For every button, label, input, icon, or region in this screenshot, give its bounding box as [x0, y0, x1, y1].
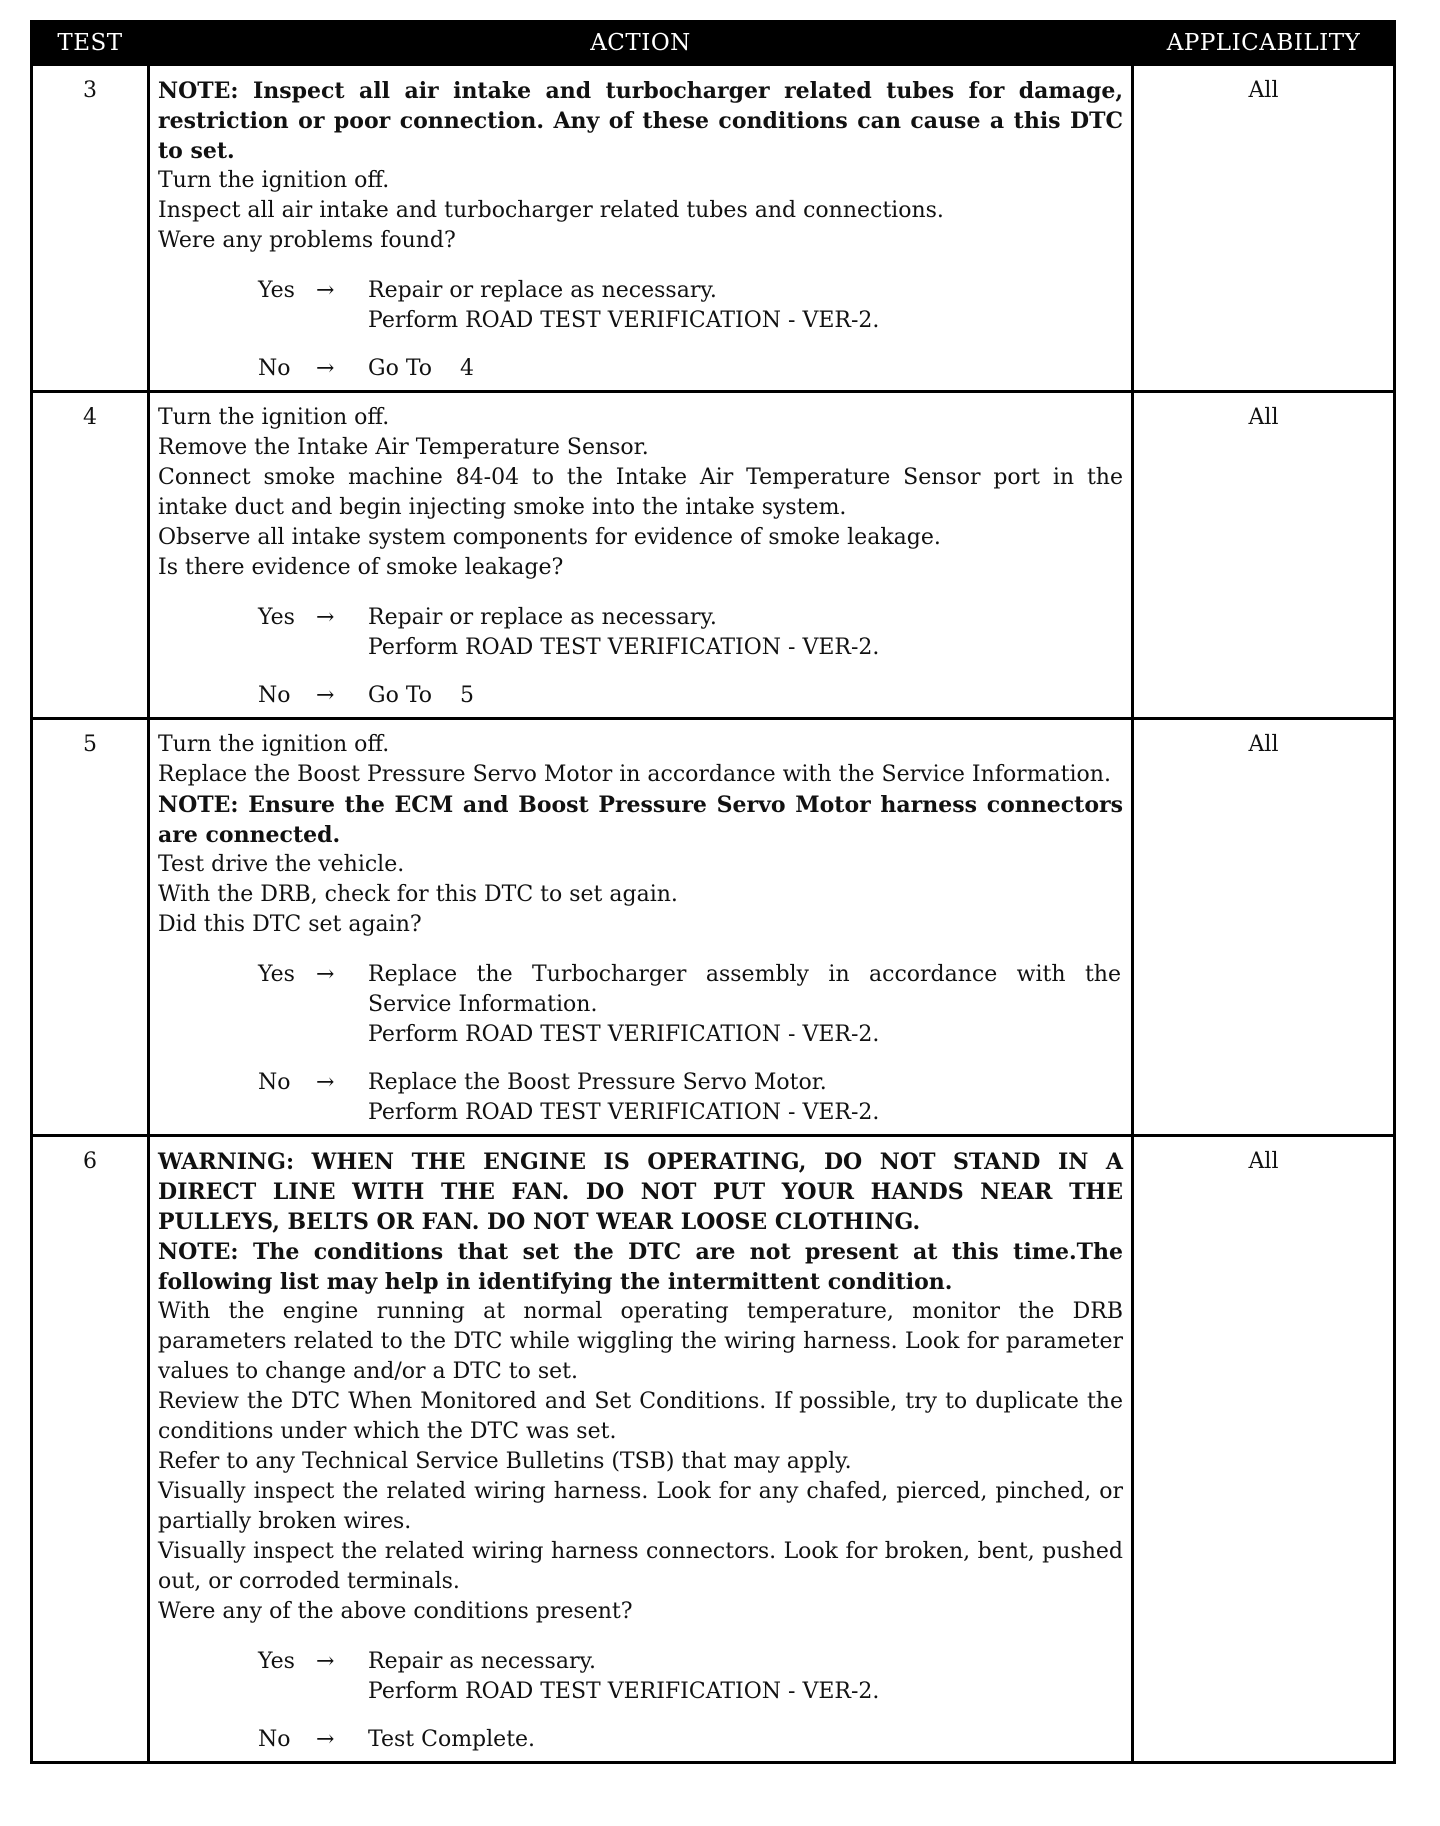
note-text: NOTE: Ensure the ECM and Boost Pressure Servo Motor harness connectors are connected. [158, 792, 1123, 848]
instruction-text: Is there evidence of smoke leakage? [158, 555, 564, 580]
yes-result-line: Repair as necessary. [368, 1649, 596, 1674]
applicability-value: All [1133, 1136, 1395, 1763]
action-cell [149, 1136, 1133, 1763]
instruction-text: Visually inspect the related wiring harness. Look for any chafed, pierced, pinched, or partially broken wires. [158, 1479, 1123, 1534]
test-number: 4 [32, 392, 149, 719]
no-result-line: Perform ROAD TEST VERIFICATION - VER-2. [368, 1100, 880, 1125]
no-result [368, 354, 1123, 384]
instruction-text: Were any problems found? [158, 228, 456, 253]
applicability-value: All [1133, 392, 1395, 719]
no-label: No [258, 1727, 291, 1752]
action-cell [149, 392, 1133, 719]
instruction-text: Review the DTC When Monitored and Set Conditions. If possible, try to duplicate the conditions under which the DTC was set. [158, 1389, 1123, 1444]
yes-answer [258, 1647, 1123, 1707]
instruction-text: With the engine running at normal operating temperature, monitor the DRB parameters related to the DTC while wiggling the wiring harness. Look for parameter values to change and/or a DTC to set. [158, 1299, 1123, 1384]
right-arrow-icon: → [316, 962, 335, 987]
test-row [32, 392, 1395, 719]
note-text: NOTE: The conditions that set the DTC are not present at this time.The following list may help in identifying the intermittent condition. [158, 1239, 1123, 1295]
yes-result-line: Replace the Turbocharger assembly in accordance with the Service Information. [368, 962, 1128, 1017]
instruction-text: Remove the Intake Air Temperature Sensor. [158, 435, 649, 460]
yes-result-line: Perform ROAD TEST VERIFICATION - VER-2. [368, 635, 880, 660]
right-arrow-icon: → [316, 605, 335, 630]
test-number: 5 [32, 719, 149, 1136]
yes-result [368, 1647, 1123, 1707]
applicability-value: All [1133, 719, 1395, 1136]
yes-result [368, 960, 1128, 1050]
yes-result-line: Repair or replace as necessary. [368, 278, 717, 303]
test-number: 3 [32, 65, 149, 392]
no-result-line: Go To 4 [368, 356, 474, 381]
header-action: ACTION [149, 22, 1133, 65]
no-result-line: Replace the Boost Pressure Servo Motor. [368, 1070, 827, 1095]
no-answer [258, 1725, 1123, 1755]
instruction-text: Observe all intake system components for evidence of smoke leakage. [158, 525, 941, 550]
yes-result-line: Perform ROAD TEST VERIFICATION - VER-2. [368, 1679, 880, 1704]
applicability-value: All [1133, 65, 1395, 392]
test-row [32, 65, 1395, 392]
right-arrow-icon: → [316, 278, 335, 303]
no-result-line: Test Complete. [368, 1727, 536, 1752]
instruction-text: Were any of the above conditions present? [158, 1599, 633, 1624]
no-label: No [258, 683, 291, 708]
instruction-text: Turn the ignition off. [158, 405, 390, 430]
no-result [368, 1068, 1123, 1128]
right-arrow-icon: → [316, 1727, 335, 1752]
yes-result-line: Repair or replace as necessary. [368, 605, 717, 630]
yes-result [368, 603, 1123, 663]
right-arrow-icon: → [316, 1649, 335, 1674]
right-arrow-icon: → [316, 356, 335, 381]
header-applicability: APPLICABILITY [1133, 22, 1395, 65]
no-result-line: Go To 5 [368, 683, 474, 708]
no-result [368, 1725, 1123, 1755]
right-arrow-icon: → [316, 683, 335, 708]
no-answer [258, 1068, 1123, 1128]
instruction-text: Test drive the vehicle. [158, 852, 405, 877]
table-header-row [32, 22, 1395, 65]
instruction-text: Turn the ignition off. [158, 732, 390, 757]
yes-result-line: Perform ROAD TEST VERIFICATION - VER-2. [368, 1022, 880, 1047]
instruction-text: Turn the ignition off. [158, 168, 390, 193]
yes-answer [258, 603, 1123, 663]
action-cell [149, 65, 1133, 392]
yes-result [368, 276, 1123, 336]
yes-answer [258, 276, 1123, 336]
note-text: WARNING: WHEN THE ENGINE IS OPERATING, DO NOT STAND IN A DIRECT LINE WITH THE FAN. DO NOT PUT YOUR HANDS NEAR THE PULLEYS, BELTS OR FAN. DO NOT WEAR LOOSE CLOTHING. [158, 1149, 1123, 1235]
test-row [32, 719, 1395, 1136]
header-test: TEST [32, 22, 149, 65]
no-label: No [258, 1070, 291, 1095]
action-cell [149, 719, 1133, 1136]
instruction-text: Inspect all air intake and turbocharger related tubes and connections. [158, 198, 944, 223]
instruction-text: Refer to any Technical Service Bulletins (TSB) that may apply. [158, 1449, 852, 1474]
diagnostic-test-table [30, 20, 1396, 1764]
instruction-text: With the DRB, check for this DTC to set again. [158, 882, 678, 907]
instruction-text: Did this DTC set again? [158, 912, 422, 937]
yes-label: Yes [258, 278, 295, 303]
yes-result-line: Perform ROAD TEST VERIFICATION - VER-2. [368, 308, 880, 333]
no-result [368, 681, 1123, 711]
instruction-text: Connect smoke machine 84-04 to the Intake Air Temperature Sensor port in the intake duct and begin injecting smoke into the intake system. [158, 465, 1123, 520]
yes-label: Yes [258, 962, 295, 987]
instruction-text: Replace the Boost Pressure Servo Motor in accordance with the Service Information. [158, 762, 1111, 787]
test-row [32, 1136, 1395, 1763]
test-number: 6 [32, 1136, 149, 1763]
instruction-text: Visually inspect the related wiring harness connectors. Look for broken, bent, pushed out, or corroded terminals. [158, 1539, 1123, 1594]
yes-label: Yes [258, 1649, 295, 1674]
right-arrow-icon: → [316, 1070, 335, 1095]
no-label: No [258, 356, 291, 381]
note-text: NOTE: Inspect all air intake and turbocharger related tubes for damage, restriction or poor connection. Any of these conditions can cause a this DTC to set. [158, 78, 1123, 164]
no-answer [258, 354, 1123, 384]
yes-label: Yes [258, 605, 295, 630]
yes-answer [258, 960, 1128, 1050]
no-answer [258, 681, 1123, 711]
